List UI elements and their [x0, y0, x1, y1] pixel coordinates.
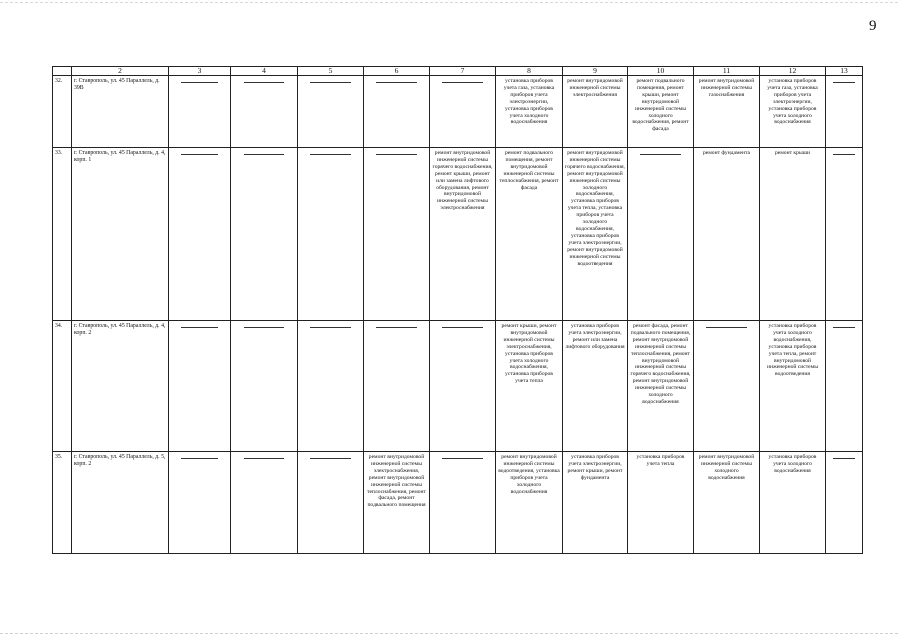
work-cell — [563, 76, 628, 148]
work-text: установка приборов учета газа, установка приборов учета электроэнергии, установка приборов учета холодного водоснабжения — [503, 78, 555, 126]
address-cell — [72, 148, 169, 321]
dash-mark — [181, 458, 219, 459]
dash-mark — [310, 82, 350, 83]
empty-cell — [364, 148, 430, 321]
dash-mark — [706, 327, 746, 328]
header-row — [53, 67, 863, 76]
dash-mark — [833, 82, 855, 83]
column-header: 5 — [298, 67, 364, 76]
work-text: ремонт подвального помещения, ремонт внутридомовой инженерной системы теплоснабжения, ремонт фасада — [499, 150, 559, 191]
work-text: ремонт внутридомовой инженерной системы газоснабжения — [698, 78, 755, 98]
address-cell — [72, 76, 169, 148]
address: г. Ставрополь, ул. 45 Параллель, д. 39В — [74, 78, 160, 91]
work-cell — [760, 148, 826, 321]
empty-cell — [231, 76, 298, 148]
work-text: ремонт крыши — [774, 150, 811, 156]
empty-cell — [231, 321, 298, 452]
work-cell — [496, 148, 563, 321]
page-number: 9 — [869, 18, 877, 34]
work-cell — [760, 452, 826, 554]
table-row — [53, 452, 863, 554]
empty-cell — [430, 452, 496, 554]
work-text: ремонт крыши, ремонт внутридомовой инженерной системы электроснабжения, установка приборов учета холодного водоснабжения, установка приборов учета тепла — [501, 323, 557, 385]
address: г. Ставрополь, ул. 45 Параллель, д. 4, корп. 1 — [74, 150, 166, 163]
row-number-cell — [53, 76, 72, 148]
column-header: 11 — [694, 67, 760, 76]
empty-cell — [231, 148, 298, 321]
work-text: ремонт внутридомовой инженерной системы электроснабжения, ремонт внутридомовой инженерной системы теплоснабжения, ремонт фасада, ремонт подвального помещения — [367, 454, 426, 509]
row-number-cell — [53, 321, 72, 452]
work-text: ремонт внутридомовой инженерной системы водоотведения, установка приборов учета холодного водоснабжения — [498, 454, 560, 495]
empty-cell — [364, 76, 430, 148]
column-header: 3 — [169, 67, 231, 76]
empty-cell — [169, 76, 231, 148]
dash-mark — [181, 327, 219, 328]
work-text: ремонт внутридомовой инженерной системы горячего водоснабжения, ремонт крыши, ремонт или замена лифтового оборудования, ремонт внутридомовой инженерной системы электроснабжения — [432, 150, 493, 212]
empty-cell — [298, 452, 364, 554]
repair-schedule-table — [52, 66, 863, 554]
work-cell — [563, 148, 628, 321]
row-number: 32. — [55, 78, 63, 84]
dash-mark — [376, 82, 416, 83]
dash-mark — [244, 458, 285, 459]
dash-mark — [181, 154, 219, 155]
dash-mark — [833, 327, 855, 328]
dash-mark — [244, 82, 285, 83]
work-cell — [496, 321, 563, 452]
dash-mark — [833, 154, 855, 155]
column-header: 12 — [760, 67, 826, 76]
dash-mark — [181, 82, 219, 83]
empty-cell — [364, 321, 430, 452]
work-cell — [628, 321, 694, 452]
work-cell — [430, 148, 496, 321]
work-cell — [694, 452, 760, 554]
dash-mark — [376, 327, 416, 328]
work-text: установка приборов учета электроэнергии, ремонт крыши, ремонт фундамента — [567, 454, 623, 481]
work-text: ремонт внутридомовой инженерной системы электроснабжения — [567, 78, 623, 98]
work-cell — [628, 76, 694, 148]
work-cell — [364, 452, 430, 554]
dash-mark — [833, 458, 855, 459]
row-number: 35. — [55, 454, 63, 460]
empty-cell — [826, 321, 863, 452]
table-row — [53, 148, 863, 321]
dash-mark — [640, 154, 680, 155]
work-cell — [694, 76, 760, 148]
column-header-num — [53, 67, 72, 76]
work-text: ремонт фундамента — [702, 150, 751, 156]
work-cell — [694, 148, 760, 321]
column-header: 10 — [628, 67, 694, 76]
work-text: ремонт внутридомовой инженерной системы холодного водоснабжения — [698, 454, 755, 481]
column-header: 2 — [72, 67, 169, 76]
work-text: установка приборов учета холодного водоснабжения, установка приборов учета тепла, ремонт внутридомовой инженерной системы водоотведения — [767, 323, 818, 378]
dash-mark — [310, 458, 350, 459]
work-cell — [496, 452, 563, 554]
empty-cell — [826, 148, 863, 321]
row-number: 33. — [55, 150, 63, 156]
column-header: 13 — [826, 67, 863, 76]
empty-cell — [169, 321, 231, 452]
row-number-cell — [53, 452, 72, 554]
column-header: 8 — [496, 67, 563, 76]
scan-top-edge — [0, 2, 898, 3]
column-header: 4 — [231, 67, 298, 76]
dash-mark — [442, 82, 482, 83]
dash-mark — [244, 154, 285, 155]
dash-mark — [310, 327, 350, 328]
empty-cell — [169, 148, 231, 321]
work-cell — [760, 76, 826, 148]
work-text: установка приборов учета электроэнергии, ремонт или замена лифтового оборудования — [565, 323, 625, 350]
address-cell — [72, 321, 169, 452]
empty-cell — [826, 76, 863, 148]
work-text: установка приборов учета тепла — [636, 454, 685, 467]
work-cell — [563, 321, 628, 452]
empty-cell — [231, 452, 298, 554]
row-number: 34. — [55, 323, 63, 329]
table-row — [53, 321, 863, 452]
address: г. Ставрополь, ул. 45 Параллель, д. 5, корп. 2 — [74, 454, 166, 467]
dash-mark — [376, 154, 416, 155]
empty-cell — [694, 321, 760, 452]
empty-cell — [298, 148, 364, 321]
work-cell — [563, 452, 628, 554]
row-number-cell — [53, 148, 72, 321]
scan-bottom-edge — [0, 633, 898, 634]
dash-mark — [244, 327, 285, 328]
empty-cell — [826, 452, 863, 554]
column-header: 9 — [563, 67, 628, 76]
empty-cell — [298, 321, 364, 452]
work-text: установка приборов учета газа, установка приборов учета электроэнергии, установка приборов учета холодного водоснабжения — [767, 78, 818, 126]
empty-cell — [628, 148, 694, 321]
work-cell — [496, 76, 563, 148]
work-text: ремонт фасада, ремонт подвального помещения, ремонт внутридомовой инженерной системы теплоснабжения, ремонт внутридомовой инженерной системы горячего водоснабжения, ремонт внутридомовой инженерной системы холодного водоснабжения — [630, 323, 691, 405]
empty-cell — [169, 452, 231, 554]
address-cell — [72, 452, 169, 554]
empty-cell — [298, 76, 364, 148]
work-text: установка приборов учета холодного водоснабжения — [768, 454, 817, 474]
column-header: 6 — [364, 67, 430, 76]
work-cell — [628, 452, 694, 554]
dash-mark — [310, 154, 350, 155]
column-header: 7 — [430, 67, 496, 76]
dash-mark — [442, 327, 482, 328]
table-row — [53, 76, 863, 148]
work-text: ремонт подвального помещения, ремонт крыши, ремонт внутридомовой инженерной системы холодного водоснабжения, ремонт фасада — [632, 78, 689, 133]
address: г. Ставрополь, ул. 45 Параллель, д. 4, корп. 2 — [74, 323, 166, 336]
work-text: ремонт внутридомовой инженерной системы горячего водоснабжения, ремонт внутридомовой инженерной системы холодного водоснабжения, установка приборов учета тепла, установка приборов учета холодного водоснабжения, установка приборов учета электроэнергии, ремонт внутридомовой инженерной системы водоотведения — [565, 150, 625, 267]
work-cell — [760, 321, 826, 452]
empty-cell — [430, 76, 496, 148]
empty-cell — [430, 321, 496, 452]
dash-mark — [442, 458, 482, 459]
